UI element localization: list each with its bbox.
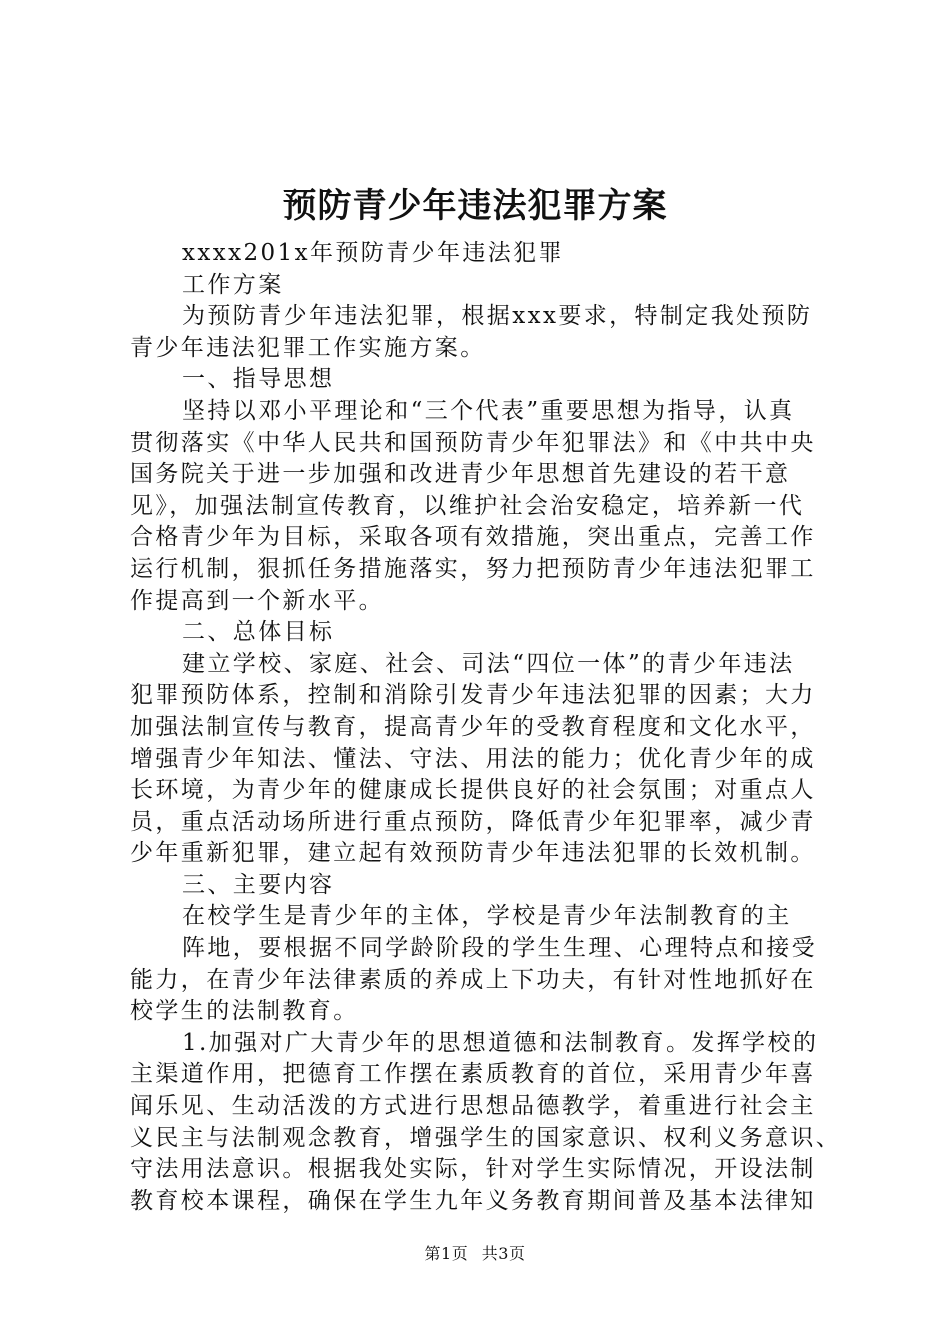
section-heading: 二、总体目标: [182, 619, 335, 646]
body-line: 建立学校、家庭、社会、司法“四位一体”的青少年违法: [182, 650, 795, 677]
body-line: 国务院关于进一步加强和改进青少年思想首先建设的若干意: [130, 461, 791, 488]
body-line: 义民主与法制观念教育，增强学生的国家意识、权利义务意识、: [130, 1124, 842, 1151]
body-line: 长环境，为青少年的健康成长提供良好的社会氛围；对重点人: [130, 777, 816, 804]
document-body: [130, 238, 842, 1217]
body-line: 犯罪预防体系，控制和消除引发青少年违法犯罪的因素；大力: [130, 682, 816, 709]
body-line: 1.加强对广大青少年的思想道德和法制教育。发挥学校的: [182, 1029, 819, 1056]
body-line: 为预防青少年违法犯罪，根据xxx要求，特制定我处预防: [182, 303, 813, 330]
body-line: 贯彻落实《中华人民共和国预防青少年犯罪法》和《中共中央: [130, 429, 816, 456]
body-line: 增强青少年知法、懂法、守法、用法的能力；优化青少年的成: [130, 745, 816, 772]
body-line: 主渠道作用，把德育工作摆在素质教育的首位，采用青少年喜: [130, 1061, 816, 1088]
body-line: 守法用法意识。根据我处实际，针对学生实际情况，开设法制: [130, 1156, 816, 1183]
section-heading: 三、主要内容: [182, 871, 335, 898]
page-footer: [0, 1242, 950, 1266]
body-line: 青少年违法犯罪工作实施方案。: [130, 334, 486, 361]
body-line: 员，重点活动场所进行重点预防，降低青少年犯罪率，减少青: [130, 808, 816, 835]
body-line: 坚持以邓小平理论和“三个代表”重要思想为指导，认真: [182, 397, 795, 424]
body-line: 校学生的法制教育。: [130, 998, 359, 1025]
body-line: 运行机制，狠抓任务措施落实，努力把预防青少年违法犯罪工: [130, 555, 816, 582]
body-line: 能力，在青少年法律素质的养成上下功夫，有针对性地抓好在: [130, 966, 816, 993]
body-line: 见》，加强法制宣传教育，以维护社会治安稳定，培养新一代: [130, 492, 805, 519]
body-line: 合格青少年为目标，采取各项有效措施，突出重点，完善工作: [130, 524, 816, 551]
page-number: 第1页: [424, 1244, 469, 1263]
body-line: 教育校本课程，确保在学生九年义务教育期间普及基本法律知: [130, 1187, 816, 1214]
body-line: 少年重新犯罪，建立起有效预防青少年违法犯罪的长效机制。: [130, 840, 816, 867]
page-total: 共3页: [481, 1244, 526, 1263]
body-line: 在校学生是青少年的主体，学校是青少年法制教育的主: [182, 903, 792, 930]
body-line: 阵地，要根据不同学龄阶段的学生生理、心理特点和接受: [182, 935, 817, 962]
body-line: 加强法制宣传与教育，提高青少年的受教育程度和文化水平，: [130, 713, 816, 740]
body-line: 闻乐见、生动活泼的方式进行思想品德教学，着重进行社会主: [130, 1093, 816, 1120]
body-line: 工作方案: [182, 271, 284, 298]
body-line: xxxx201x年预防青少年违法犯罪: [182, 240, 564, 266]
section-heading: 一、指导思想: [182, 366, 335, 393]
body-line: 作提高到一个新水平。: [130, 587, 384, 614]
document-title: 预防青少年违法犯罪方案: [282, 186, 668, 226]
